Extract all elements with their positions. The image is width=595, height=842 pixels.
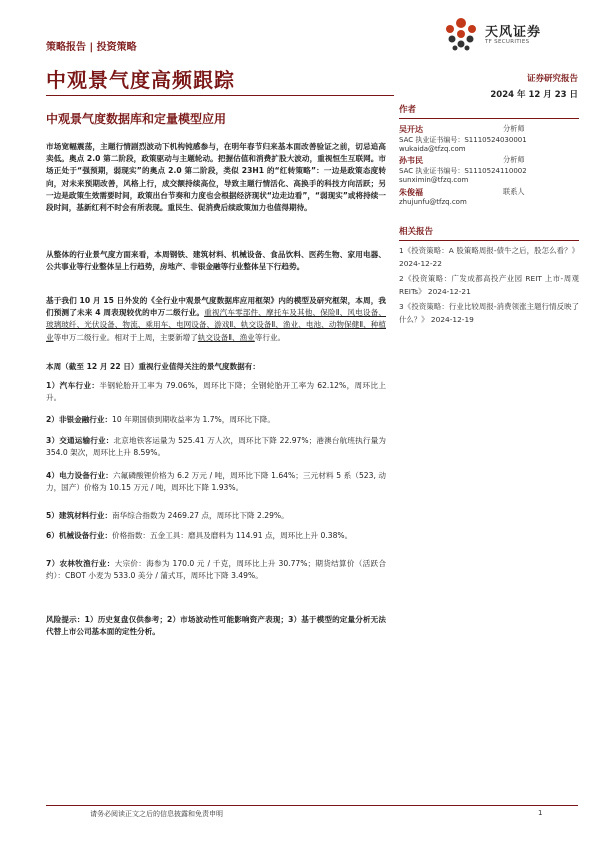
author-role: 分析师 [503, 124, 525, 133]
authors-section [399, 103, 579, 119]
author-license: SAC 执业证书编号：S1110524110002 [399, 167, 527, 175]
report-type: 证券研究报告 [526, 74, 578, 84]
item-4 [46, 470, 386, 494]
author-name: 孙韦民 [399, 156, 423, 165]
item-1 [46, 380, 386, 404]
industry-trend-text: 从整体的行业景气度方面来看，本周钢铁、建筑材料、机械设备、食品饮料、医药生物、家用电器、公共事业等行业整体呈上行趋势，房地产、非银金融等行业整体呈下行趋势。 [46, 250, 386, 272]
industry-trend-paragraph [46, 249, 386, 273]
risk-warning-text: 风险提示：1）历史复盘仅供参考；2）市场波动性可能影响资产表现；3）基于模型的定量分析无法代替上市公司基本面的定性分析。 [46, 615, 386, 637]
report-subtitle: 中观景气度数据库和定量模型应用 [46, 112, 227, 126]
related-reports-section [399, 225, 579, 326]
related-divider [399, 240, 579, 241]
item-name: 建筑材料行业： [58, 511, 113, 520]
disclaimer-note: 请务必阅读正文之后的信息披露和免责申明 [90, 810, 223, 818]
author-email[interactable]: wukaida@tfzq.com [399, 145, 466, 153]
item-2 [46, 414, 386, 426]
author-card [399, 124, 579, 153]
item-name: 非银金融行业： [58, 415, 113, 424]
title-divider [46, 95, 394, 96]
logo-name: 天风证券 [485, 25, 542, 40]
item-number: 5） [46, 511, 59, 520]
author-card [399, 187, 579, 206]
item-5 [46, 510, 386, 522]
logo-subtitle: TF SECURITIES [485, 39, 530, 45]
author-email[interactable]: sunximin@tfzq.com [399, 176, 469, 184]
footer-divider [46, 805, 578, 806]
page-title: 中观景气度高频跟踪 [46, 68, 235, 92]
item-number: 6） [46, 531, 59, 540]
item-number: 4） [46, 471, 60, 480]
item-name: 电力设备行业： [59, 471, 113, 480]
author-name: 吴开达 [399, 125, 423, 134]
related-report-item[interactable]: 2《投资策略：广发成都高投产业园 REIT 上市-周观 REITs》 2024-12-21 [399, 274, 579, 296]
item-number: 2） [46, 415, 59, 424]
item-name: 机械设备行业： [58, 531, 113, 540]
summary-paragraph [46, 141, 386, 214]
report-date: 2024 年 12 月 23 日 [490, 90, 578, 100]
related-reports-header: 相关报告 [399, 227, 434, 237]
author-email[interactable]: zhujunfu@tfzq.com [399, 198, 467, 206]
item-number: 1） [46, 381, 60, 390]
item-text: 价格指数：五金工具：磨具及磨料为 114.91 点，周环比上升 0.38%。 [112, 531, 353, 540]
item-text: 六氟磷酸锂价格为 6.2 万元 / 吨，周环比下降 1.64%；三元材料 5 系（523, 动力，国产）价格为 10.15 万元 / 吨，周环比下降 1.93%。 [46, 471, 386, 493]
item-text: 半钢轮胎开工率为 79.06%，周环比下降；全钢轮胎开工率为 62.12%，周环比上升。 [46, 381, 387, 403]
item-name: 农林牧渔行业： [59, 559, 115, 568]
author-role: 分析师 [503, 155, 525, 164]
author-license: SAC 执业证书编号：S1110524030001 [399, 136, 527, 144]
recommended-industries: 重视汽车零部件、摩托车及其他、保险Ⅱ、风电设备、玻璃玻纤、光伏设备、物流、乘用车、电网设备、游戏Ⅱ、轨交设备Ⅱ、渔业、电池、动物保健Ⅱ、种植业 [46, 308, 386, 342]
model-end: 等行业。 [254, 332, 286, 342]
author-card [399, 155, 579, 184]
item-name: 交通运输行业： [59, 436, 114, 445]
risk-warning [46, 614, 386, 638]
data-intro [46, 361, 386, 373]
related-report-item[interactable]: 1《投资策略：A 股策略周报-债牛之后，股怎么看？》 2024-12-22 [399, 246, 579, 268]
data-intro-text: 本周（截至 12 月 22 日）重视行业值得关注的景气度数据有： [46, 362, 260, 371]
author-name: 朱俊福 [399, 188, 423, 197]
summary-text: 市场宽幅震荡，主题行情剧烈波动下机构钝感参与，在明年春节归来基本面改善验证之前，切忌追高卖低。奥点 2.0 第二阶段，政策驱动与主题轮动。把握估值和消费扩股大波动，重视恒生互联网。市场正处于“强预期，弱现实”的奥点 2.0 第二阶段，类似 23H1 的“红转策略”：一边是政策态度转向，对未来预期改善，风格上行，成交额持续高位，导致主题行情活化、高换手的科技方向活跃；另一边是政策生效需要时间，政策出台节奏和力度也会根据经济现状“边走边看”，“弱现实”或将持续一段时间，基新红利不时会有所表现。重民生、促消费后续政策加力也值得期待。 [46, 142, 386, 213]
item-3 [46, 435, 386, 459]
item-6 [46, 530, 386, 542]
model-intro: 基于我们 10 月 15 日外发的《全行业中观景气度数据库应用框架》内的模型及研究框架，本周，我们预测了未来 4 周表现较优的申万二级行业。 [46, 296, 386, 318]
item-number: 3） [46, 436, 60, 445]
related-report-item[interactable]: 3《投资策略：行业比较周报-消费领涨主题行情反映了什么？》 2024-12-19 [399, 302, 579, 324]
item-text: 10 年期国债到期收益率为 1.7%，周环比下降。 [112, 415, 275, 424]
item-number: 7） [46, 559, 60, 568]
authors-divider [399, 118, 579, 119]
page-number: 1 [538, 809, 543, 817]
author-role: 联系人 [503, 187, 525, 196]
model-rest: 等申万二级行业。相对于上周，主要新增了 [53, 332, 198, 342]
authors-header: 作者 [399, 105, 417, 115]
model-text [46, 295, 386, 344]
report-category: 策略报告 | 投资策略 [46, 42, 137, 53]
item-name: 汽车行业： [59, 381, 100, 390]
item-text: 南华综合指数为 2469.27 点，周环比下降 2.29%。 [112, 511, 289, 520]
item-text: 大宗价：海参为 170.0 元 / 千克，周环比上升 30.77%；期货结算价（活跃合约）：CBOT 小麦为 533.0 美分 / 蒲式耳，周环比下降 3.49%。 [46, 559, 386, 581]
tf-securities-logo-icon [441, 15, 481, 53]
item-text: 北京地铁客运量为 525.41 万人次，周环比下降 22.97%；港澳台航班执行量为 354.0 架次，周环比上升 8.59%。 [46, 436, 386, 458]
item-7 [46, 558, 386, 582]
model-paragraph [46, 295, 386, 344]
new-industries: 轨交设备Ⅱ、渔业 [197, 332, 255, 342]
